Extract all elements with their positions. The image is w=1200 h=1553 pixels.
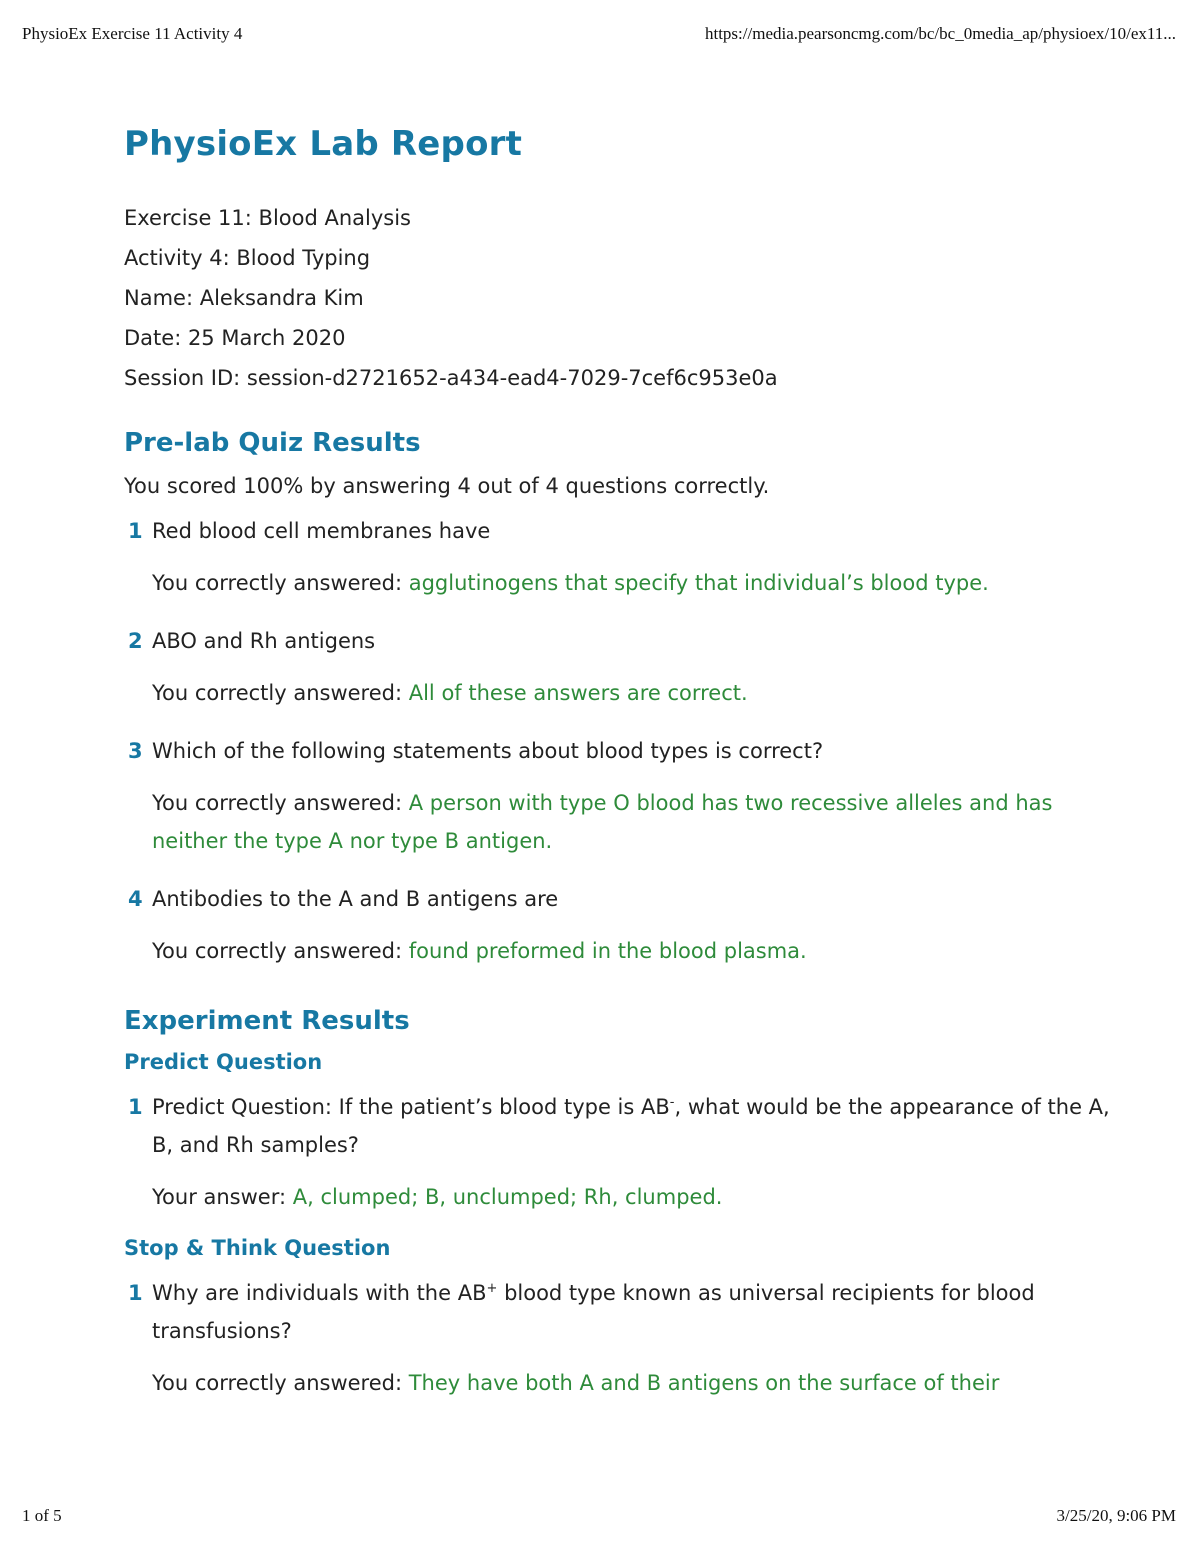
- question-number: 1: [128, 519, 143, 543]
- question-text: ABO and Rh antigens: [152, 629, 376, 653]
- prelab-heading: Pre-lab Quiz Results: [124, 428, 421, 458]
- question-text: Antibodies to the A and B antigens are: [152, 887, 559, 911]
- stop-think-question-1: [124, 1274, 1114, 1350]
- answer-prefix: You correctly answered:: [152, 681, 409, 705]
- question-text-start: Why are individuals with the AB: [152, 1281, 487, 1305]
- prelab-question-4: [124, 880, 1114, 918]
- print-footer: [22, 1506, 1176, 1526]
- stop-think-heading: Stop & Think Question: [124, 1236, 391, 1260]
- question-number: 1: [128, 1281, 143, 1305]
- prelab-score: You scored 100% by answering 4 out of 4 questions correctly.: [124, 474, 770, 498]
- question-number: 2: [128, 629, 143, 653]
- print-header-url: https://media.pearsoncmg.com/bc/bc_0media_ap/physioex/10/ex11...: [704, 24, 1176, 43]
- question-text-end: blood type known as universal recipients for blood transfusions?: [152, 1281, 1035, 1343]
- answer-prefix: You correctly answered:: [152, 571, 409, 595]
- question-number: 1: [128, 1095, 143, 1119]
- answer-text: agglutinogens that specify that individual’s blood type.: [408, 571, 989, 595]
- page-number: 1 of 5: [22, 1506, 62, 1525]
- question-text-start: Predict Question: If the patient’s blood type is AB: [152, 1095, 670, 1119]
- predict-answer-1: [124, 1178, 1114, 1216]
- prelab-question-3: [124, 732, 1114, 770]
- exercise-line: Exercise 11: Blood Analysis: [124, 206, 411, 230]
- prelab-answer-1: [124, 564, 1114, 602]
- print-header: [22, 24, 1176, 44]
- prelab-question-2: [124, 622, 1114, 660]
- question-text: Red blood cell membranes have: [152, 519, 491, 543]
- answer-prefix: Your answer:: [152, 1185, 293, 1209]
- activity-line: Activity 4: Blood Typing: [124, 246, 371, 270]
- prelab-answer-2: [124, 674, 1114, 712]
- prelab-question-1: [124, 512, 1114, 550]
- answer-text: found preformed in the blood plasma.: [408, 939, 807, 963]
- answer-text: A person with type O blood has two recessive alleles and has neither the type A nor type B antigen.: [152, 791, 1053, 853]
- answer-prefix: You correctly answered:: [152, 791, 409, 815]
- lab-report: [124, 124, 1114, 1402]
- question-number: 4: [128, 887, 143, 911]
- answer-prefix: You correctly answered:: [152, 1371, 409, 1395]
- name-line: Name: Aleksandra Kim: [124, 286, 364, 310]
- experiment-heading: Experiment Results: [124, 1006, 410, 1036]
- stop-think-answer-1: [124, 1364, 1114, 1402]
- print-datetime: 3/25/20, 9:06 PM: [1056, 1506, 1176, 1525]
- question-text-end: , what would be the appearance of the A, B, and Rh samples?: [152, 1095, 1110, 1157]
- predict-question-1: [124, 1088, 1114, 1164]
- prelab-answer-3: [124, 784, 1114, 860]
- predict-heading: Predict Question: [124, 1050, 323, 1074]
- answer-prefix: You correctly answered:: [152, 939, 409, 963]
- answer-text: They have both A and B antigens on the surface of their: [408, 1371, 1000, 1395]
- question-superscript: +: [486, 1281, 498, 1296]
- report-title: PhysioEx Lab Report: [124, 124, 523, 164]
- print-header-title: PhysioEx Exercise 11 Activity 4: [22, 24, 243, 43]
- answer-text: A, clumped; B, unclumped; Rh, clumped.: [292, 1185, 723, 1209]
- prelab-answer-4: [124, 932, 1114, 970]
- question-number: 3: [128, 739, 143, 763]
- question-superscript: -: [669, 1095, 675, 1110]
- session-line: Session ID: session-d2721652-a434-ead4-7029-7cef6c953e0a: [124, 366, 778, 390]
- date-line: Date: 25 March 2020: [124, 326, 346, 350]
- question-text: Which of the following statements about blood types is correct?: [152, 739, 824, 763]
- answer-text: All of these answers are correct.: [408, 681, 748, 705]
